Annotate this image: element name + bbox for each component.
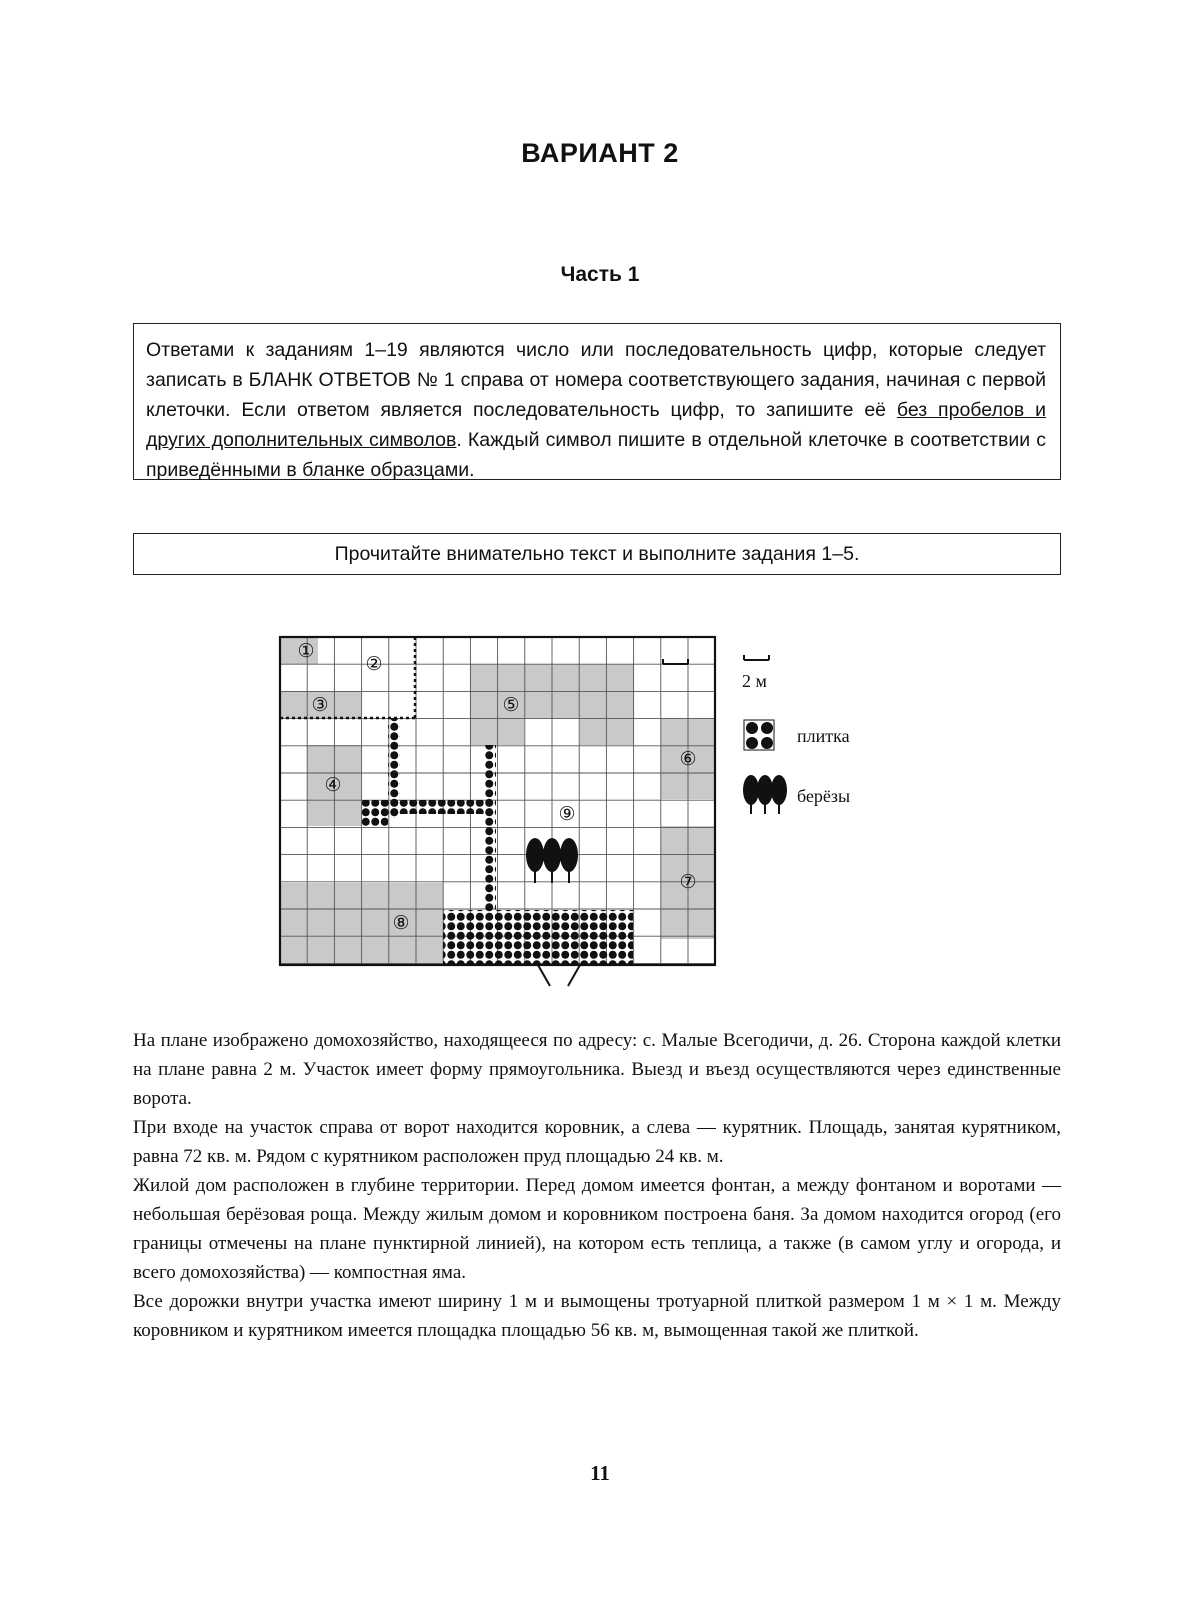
page-number: 11 xyxy=(590,1461,610,1485)
label-4: ④ xyxy=(324,774,342,796)
label-8: ⑧ xyxy=(392,912,410,934)
label-2: ② xyxy=(365,653,383,675)
body-paragraph-1: На плане изображено домохозяйство, находящееся по адресу: с. Малые Всегодичи, д. 26. Сторона каждой клетки на плане равна 2 м. Участок имеет форму прямоугольника. Выезд и въезд осуществляются через единственные ворота. xyxy=(133,1030,1061,1109)
body-paragraph-3: Жилой дом расположен в глубине территории. Перед домом имеется фонтан, а между фонтаном и воротами — небольшая берёзовая роща. Между жилым домом и коровником построена баня. За домом находится огород (его границы отмечены на плане пунктирной линией), на котором есть теплица, а также (в самом углу и огорода, и всего домохозяйства) — компостная яма. xyxy=(133,1175,1061,1283)
path-horizontal xyxy=(361,800,496,814)
body-paragraph-2: При входе на участок справа от ворот находится коровник, а слева — курятник. Площадь, занятая курятником, равна 72 кв. м. Рядом с курятником расположен пруд площадью 24 кв. м. xyxy=(133,1117,1061,1167)
legend-tile: плитка xyxy=(797,726,850,746)
body-paragraph-4: Все дорожки внутри участка имеют ширину 1 м и вымощены тротуарной плиткой размером 1 м × 1 м. Между коровником и курятником имеется площадка площадью 56 кв. м, вымощенная такой же плиткой. xyxy=(133,1291,1061,1341)
path-vertical-center xyxy=(484,745,496,910)
instruction-text-underlined: без пробелов и других дополнительных символов xyxy=(146,399,1046,451)
label-9: ⑨ xyxy=(558,803,576,825)
label-3: ③ xyxy=(311,694,329,716)
tile-square xyxy=(443,910,633,965)
tile-legend-icon xyxy=(744,720,774,750)
legend-birches: берёзы xyxy=(797,786,851,806)
path-stub xyxy=(361,814,388,826)
instruction-text-before: Ответами к заданиям 1–19 являются число или последовательность цифр, которые следует записать в БЛАНК ОТВЕТОВ № 1 справа от номера соответствующего задания, начиная с первой клеточки. Если ответом является последовательность цифр, то запишите её xyxy=(146,339,1046,421)
label-1: ① xyxy=(297,640,315,662)
body-text xyxy=(133,1026,1061,1345)
birches-legend-icon xyxy=(743,775,787,814)
scale-bar-icon xyxy=(744,655,769,660)
label-5: ⑤ xyxy=(502,694,520,716)
label-7: ⑦ xyxy=(679,871,697,893)
birches-plan xyxy=(526,838,578,883)
legend-scale: 2 м xyxy=(742,671,767,691)
gate xyxy=(538,965,580,986)
variant-title: ВАРИАНТ 2 xyxy=(521,138,679,168)
read-prompt-text: Прочитайте внимательно текст и выполните задания 1–5. xyxy=(334,543,860,565)
plan-legend xyxy=(742,655,850,814)
instruction-text-after: . Каждый символ пишите в отдельной клеточке в соответствии с приведёнными в бланке образцами. xyxy=(146,429,1046,481)
part-title: Часть 1 xyxy=(560,263,640,286)
label-6: ⑥ xyxy=(679,748,697,770)
